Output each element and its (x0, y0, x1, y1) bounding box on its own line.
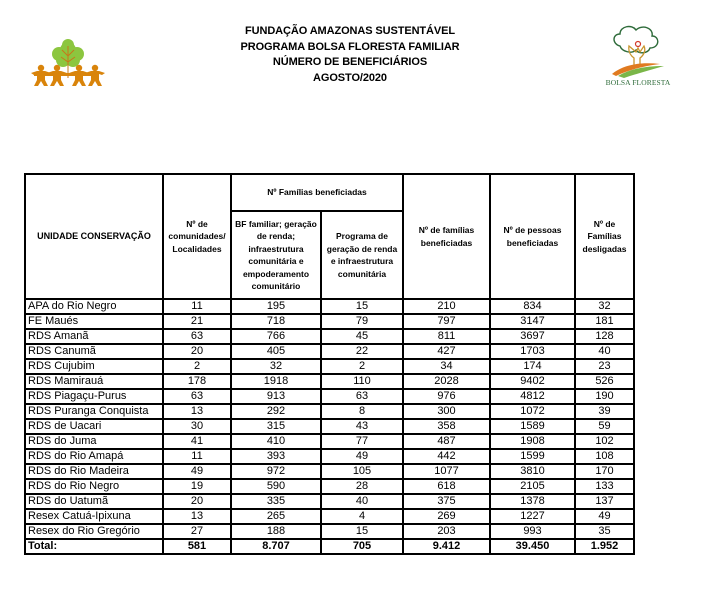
cell-unidade: RDS do Rio Amapá (25, 449, 163, 464)
title-line-date: AGOSTO/2020 (313, 71, 387, 84)
cell-unidade: RDS Canumã (25, 344, 163, 359)
cell-bf: 32 (231, 359, 321, 374)
table-row (25, 314, 634, 329)
cell-comunidades: 11 (163, 299, 231, 314)
cell-bf: 405 (231, 344, 321, 359)
cell-prog: 22 (321, 344, 403, 359)
title-line-foundation: FUNDAÇÃO AMAZONAS SUSTENTÁVEL (245, 25, 455, 37)
cell-comunidades: 20 (163, 494, 231, 509)
cell-desligadas: 170 (575, 464, 634, 479)
cell-unidade: RDS Mamirauá (25, 374, 163, 389)
header-familias-beneficiadas-group: Nº Famílias beneficiadas (231, 174, 403, 211)
cell-prog: 79 (321, 314, 403, 329)
cell-desligadas: 108 (575, 449, 634, 464)
total-comunidades: 581 (163, 539, 231, 554)
cell-unidade: RDS do Uatumã (25, 494, 163, 509)
cell-comunidades: 20 (163, 344, 231, 359)
header-num-familias-beneficiadas: Nº de famílias beneficiadas (403, 174, 490, 299)
people-tree-icon (28, 38, 108, 88)
table-row (25, 329, 634, 344)
total-desligadas: 1.952 (575, 539, 634, 554)
cell-desligadas: 137 (575, 494, 634, 509)
cell-bf: 590 (231, 479, 321, 494)
cell-comunidades: 13 (163, 404, 231, 419)
cell-pessoas: 174 (490, 359, 575, 374)
cell-pessoas: 1072 (490, 404, 575, 419)
cell-familias: 300 (403, 404, 490, 419)
bolsa-floresta-tree-icon (598, 22, 678, 78)
cell-pessoas: 993 (490, 524, 575, 539)
cell-prog: 77 (321, 434, 403, 449)
cell-pessoas: 9402 (490, 374, 575, 389)
cell-comunidades: 13 (163, 509, 231, 524)
cell-comunidades: 19 (163, 479, 231, 494)
bolsa-floresta-logo (598, 22, 678, 92)
bolsa-floresta-logo-text: BOLSA FLORESTA (605, 78, 671, 87)
cell-desligadas: 23 (575, 359, 634, 374)
table-row (25, 344, 634, 359)
cell-prog: 63 (321, 389, 403, 404)
total-prog: 705 (321, 539, 403, 554)
table-row (25, 524, 634, 539)
cell-unidade: RDS Amanã (25, 329, 163, 344)
header-bf-familiar: BF familiar; geração de renda; infraestrutura comunitária e empoderamento comunitário (231, 211, 321, 299)
cell-familias: 487 (403, 434, 490, 449)
cell-unidade: RDS Piagaçu-Purus (25, 389, 163, 404)
cell-pessoas: 1599 (490, 449, 575, 464)
title-line-program: PROGRAMA BOLSA FLORESTA FAMILIAR (240, 40, 460, 53)
cell-familias: 203 (403, 524, 490, 539)
cell-familias: 2028 (403, 374, 490, 389)
cell-comunidades: 11 (163, 449, 231, 464)
table-row (25, 509, 634, 524)
cell-bf: 410 (231, 434, 321, 449)
cell-familias: 618 (403, 479, 490, 494)
cell-desligadas: 102 (575, 434, 634, 449)
table-total-row (25, 539, 634, 554)
table-row (25, 464, 634, 479)
cell-prog: 2 (321, 359, 403, 374)
cell-pessoas: 3147 (490, 314, 575, 329)
table-row (25, 419, 634, 434)
cell-comunidades: 30 (163, 419, 231, 434)
cell-unidade: Resex do Rio Gregório (25, 524, 163, 539)
cell-pessoas: 1227 (490, 509, 575, 524)
cell-comunidades: 21 (163, 314, 231, 329)
cell-bf: 1918 (231, 374, 321, 389)
table-row (25, 299, 634, 314)
cell-desligadas: 40 (575, 344, 634, 359)
table-row (25, 404, 634, 419)
cell-familias: 269 (403, 509, 490, 524)
cell-comunidades: 41 (163, 434, 231, 449)
cell-unidade: Resex Catuá-Ipixuna (25, 509, 163, 524)
cell-prog: 28 (321, 479, 403, 494)
cell-prog: 43 (321, 419, 403, 434)
table-row (25, 494, 634, 509)
cell-pessoas: 1908 (490, 434, 575, 449)
header-unidade-conservacao: UNIDADE CONSERVAÇÃO (25, 174, 163, 299)
header-programa-geracao-renda: Programa de geração de renda e infraestrutura comunitária (321, 211, 403, 299)
total-bf: 8.707 (231, 539, 321, 554)
cell-pessoas: 2105 (490, 479, 575, 494)
total-familias: 9.412 (403, 539, 490, 554)
cell-prog: 15 (321, 524, 403, 539)
cell-desligadas: 526 (575, 374, 634, 389)
cell-unidade: RDS Puranga Conquista (25, 404, 163, 419)
cell-desligadas: 35 (575, 524, 634, 539)
beneficiaries-table (24, 173, 635, 555)
cell-familias: 976 (403, 389, 490, 404)
cell-prog: 8 (321, 404, 403, 419)
cell-bf: 766 (231, 329, 321, 344)
fas-people-tree-logo (28, 38, 108, 88)
table-row (25, 434, 634, 449)
cell-desligadas: 190 (575, 389, 634, 404)
cell-prog: 4 (321, 509, 403, 524)
cell-bf: 335 (231, 494, 321, 509)
cell-pessoas: 834 (490, 299, 575, 314)
cell-prog: 110 (321, 374, 403, 389)
header-num-comunidades: Nº de comunidades/ Localidades (163, 174, 231, 299)
table-row (25, 449, 634, 464)
cell-desligadas: 32 (575, 299, 634, 314)
table-row (25, 374, 634, 389)
cell-bf: 393 (231, 449, 321, 464)
cell-familias: 427 (403, 344, 490, 359)
table-row (25, 359, 634, 374)
cell-familias: 1077 (403, 464, 490, 479)
cell-comunidades: 27 (163, 524, 231, 539)
cell-desligadas: 39 (575, 404, 634, 419)
cell-bf: 265 (231, 509, 321, 524)
cell-familias: 358 (403, 419, 490, 434)
cell-prog: 105 (321, 464, 403, 479)
cell-familias: 811 (403, 329, 490, 344)
cell-bf: 718 (231, 314, 321, 329)
cell-pessoas: 4812 (490, 389, 575, 404)
document-title (180, 24, 520, 86)
cell-familias: 375 (403, 494, 490, 509)
cell-comunidades: 63 (163, 329, 231, 344)
cell-unidade: RDS de Uacari (25, 419, 163, 434)
cell-bf: 188 (231, 524, 321, 539)
cell-unidade: RDS do Rio Madeira (25, 464, 163, 479)
cell-unidade: RDS Cujubim (25, 359, 163, 374)
table-row (25, 479, 634, 494)
cell-desligadas: 133 (575, 479, 634, 494)
cell-desligadas: 49 (575, 509, 634, 524)
header-num-pessoas-beneficiadas: Nº de pessoas beneficiadas (490, 174, 575, 299)
cell-bf: 315 (231, 419, 321, 434)
title-line-subject: NÚMERO DE BENEFICIÁRIOS (272, 56, 428, 68)
cell-familias: 797 (403, 314, 490, 329)
cell-pessoas: 3810 (490, 464, 575, 479)
total-pessoas: 39.450 (490, 539, 575, 554)
cell-comunidades: 63 (163, 389, 231, 404)
cell-bf: 292 (231, 404, 321, 419)
cell-prog: 49 (321, 449, 403, 464)
cell-familias: 210 (403, 299, 490, 314)
cell-pessoas: 1703 (490, 344, 575, 359)
cell-unidade: RDS do Rio Negro (25, 479, 163, 494)
cell-pessoas: 1589 (490, 419, 575, 434)
cell-unidade: RDS do Juma (25, 434, 163, 449)
cell-unidade: FE Maués (25, 314, 163, 329)
cell-comunidades: 178 (163, 374, 231, 389)
cell-desligadas: 59 (575, 419, 634, 434)
cell-comunidades: 49 (163, 464, 231, 479)
cell-desligadas: 128 (575, 329, 634, 344)
cell-bf: 195 (231, 299, 321, 314)
cell-familias: 442 (403, 449, 490, 464)
cell-pessoas: 3697 (490, 329, 575, 344)
cell-bf: 913 (231, 389, 321, 404)
cell-unidade: APA do Rio Negro (25, 299, 163, 314)
cell-prog: 40 (321, 494, 403, 509)
header-num-familias-desligadas: Nº de Famílias desligadas (575, 174, 634, 299)
cell-pessoas: 1378 (490, 494, 575, 509)
cell-comunidades: 2 (163, 359, 231, 374)
cell-prog: 15 (321, 299, 403, 314)
cell-familias: 34 (403, 359, 490, 374)
total-label: Total: (25, 539, 163, 554)
cell-bf: 972 (231, 464, 321, 479)
cell-desligadas: 181 (575, 314, 634, 329)
table-row (25, 389, 634, 404)
cell-prog: 45 (321, 329, 403, 344)
